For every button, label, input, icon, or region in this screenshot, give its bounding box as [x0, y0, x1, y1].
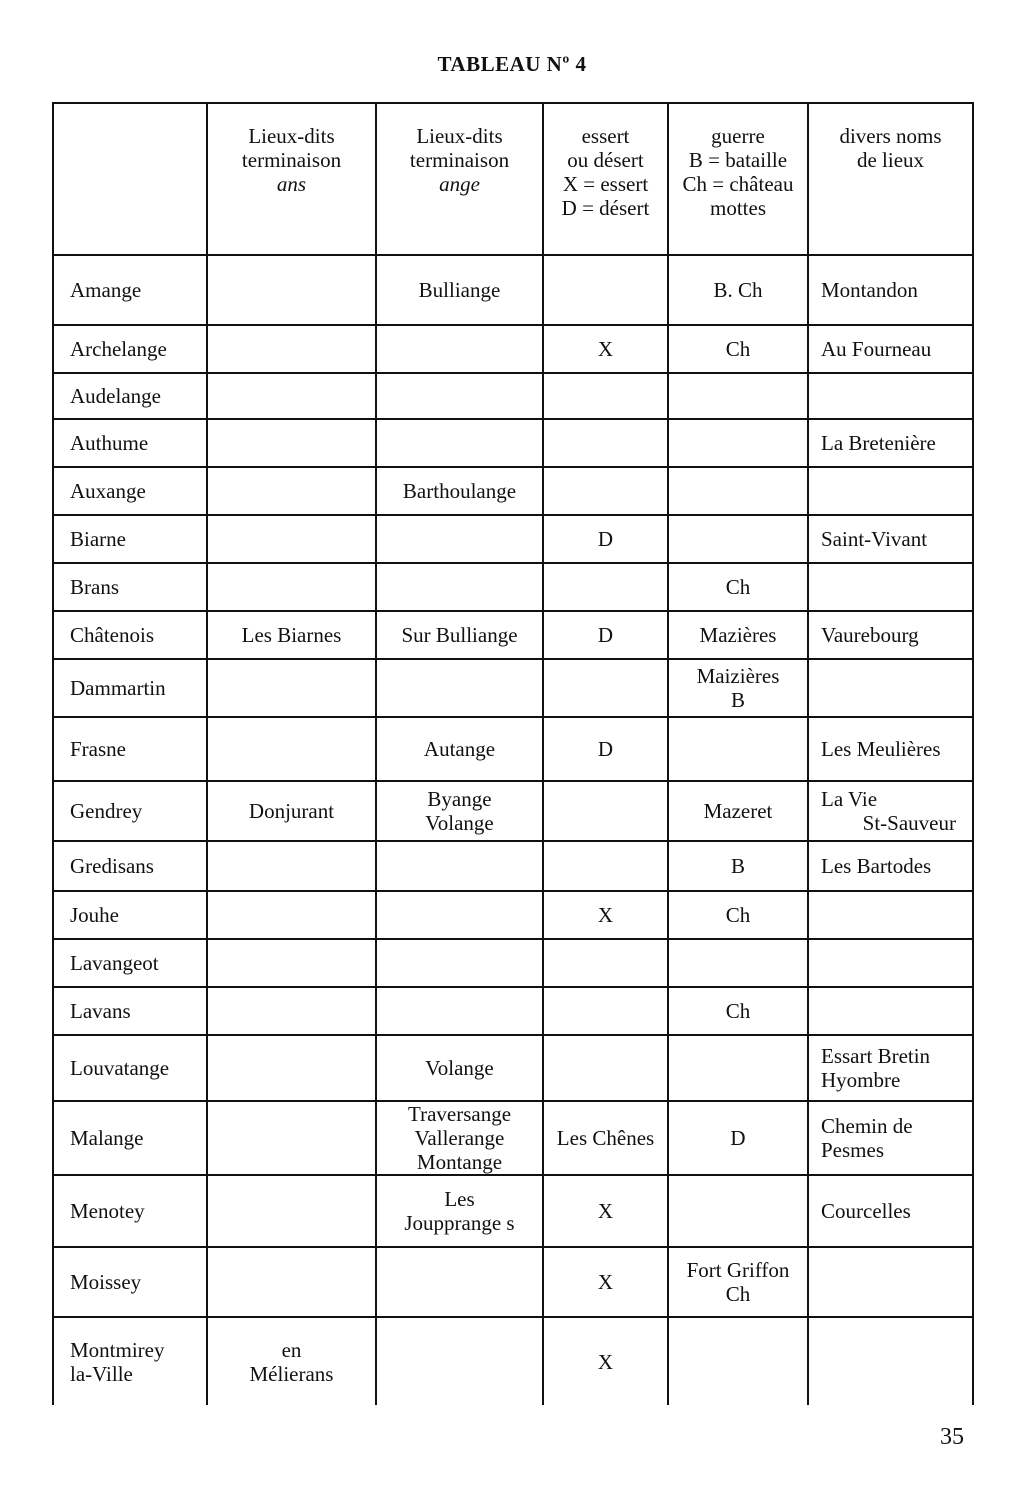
table-cell [808, 781, 973, 841]
cell-line: Montmirey [70, 1337, 165, 1362]
table-cell [207, 891, 376, 939]
table-cell [53, 891, 207, 939]
header-line: Lieux-dits [416, 124, 503, 148]
column-header-4 [668, 103, 808, 255]
cell-line: Essart Bretin [821, 1044, 931, 1068]
table-cell [668, 611, 808, 659]
cell-line: Lavangeot [70, 951, 159, 975]
place-names-table [52, 102, 974, 1405]
table-cell [543, 515, 668, 563]
cell-line: en [281, 1337, 302, 1362]
table-cell [207, 515, 376, 563]
table-row [53, 939, 973, 987]
table-cell [53, 325, 207, 373]
cell-line: Louvatange [70, 1056, 170, 1080]
header-line: B = bataille [688, 148, 788, 172]
cell-line: Traversange [407, 1102, 512, 1126]
table-cell [808, 841, 973, 891]
column-header-2 [376, 103, 543, 255]
header-row [53, 103, 973, 255]
header-line: Lieux-dits [248, 124, 335, 148]
table-cell [668, 987, 808, 1035]
cell-line: La Bretenière [821, 431, 936, 455]
table-cell [543, 1035, 668, 1101]
table-cell [207, 717, 376, 781]
table-row [53, 611, 973, 659]
table-row [53, 717, 973, 781]
cell-line: D [597, 737, 614, 761]
table-cell [668, 717, 808, 781]
table-cell [668, 891, 808, 939]
table-cell [668, 325, 808, 373]
table-cell [207, 373, 376, 419]
table-cell [207, 1317, 376, 1405]
cell-line: Montange [416, 1150, 503, 1174]
cell-line: Vaurebourg [821, 623, 919, 647]
cell-line: Lavans [70, 999, 131, 1023]
table-cell [808, 1247, 973, 1317]
table-row [53, 841, 973, 891]
table-cell [53, 659, 207, 717]
cell-line: B [730, 854, 745, 878]
table-cell [53, 1101, 207, 1175]
table-cell [376, 939, 543, 987]
table-cell [53, 373, 207, 419]
table-cell [53, 841, 207, 891]
table-cell [668, 467, 808, 515]
column-header-3 [543, 103, 668, 255]
cell-line: Les Biarnes [241, 623, 342, 647]
cell-line: Malange [70, 1126, 144, 1150]
table-cell [53, 515, 207, 563]
table-cell [668, 515, 808, 563]
table-row [53, 987, 973, 1035]
header-line: ou désert [567, 148, 644, 172]
table-cell [376, 467, 543, 515]
table-cell [808, 255, 973, 325]
table-row [53, 659, 973, 717]
table-cell [808, 563, 973, 611]
table-cell [53, 255, 207, 325]
table-cell [808, 325, 973, 373]
table-row [53, 515, 973, 563]
table-cell [207, 467, 376, 515]
cell-line: Ch [725, 1282, 751, 1306]
cell-line: Les Meulières [821, 737, 941, 761]
cell-line: Mazières [699, 623, 777, 647]
table-cell [668, 419, 808, 467]
table-cell [376, 1317, 543, 1405]
table-cell [543, 1101, 668, 1175]
cell-line: Audelange [70, 384, 161, 408]
table-cell [808, 891, 973, 939]
table-cell [53, 467, 207, 515]
table-row [53, 781, 973, 841]
table-cell [207, 1101, 376, 1175]
cell-line: Volange [425, 1056, 494, 1080]
table-cell [543, 939, 668, 987]
table-cell [543, 563, 668, 611]
table-cell [543, 717, 668, 781]
table-cell [668, 563, 808, 611]
table-cell [207, 987, 376, 1035]
cell-line: Chemin de [821, 1114, 913, 1138]
table-cell [543, 255, 668, 325]
table-cell [543, 467, 668, 515]
table-cell [808, 1035, 973, 1101]
table-cell [543, 659, 668, 717]
cell-line: Les Bartodes [821, 854, 932, 878]
table-cell [207, 611, 376, 659]
table-cell [543, 781, 668, 841]
table-cell [53, 1247, 207, 1317]
table-cell [207, 419, 376, 467]
table-cell [53, 987, 207, 1035]
table-cell [53, 611, 207, 659]
table-cell [53, 939, 207, 987]
table-row [53, 467, 973, 515]
cell-line: X [597, 1349, 614, 1374]
cell-line: D [597, 527, 614, 551]
table-cell [668, 1247, 808, 1317]
column-header-5 [808, 103, 973, 255]
header-line: guerre [711, 124, 765, 148]
table-cell [808, 1175, 973, 1247]
table-cell [376, 781, 543, 841]
table-cell [376, 987, 543, 1035]
table-row [53, 373, 973, 419]
table-cell [668, 1317, 808, 1405]
cell-line: Pesmes [821, 1138, 884, 1162]
cell-line: Ch [725, 575, 751, 599]
table-cell [808, 1101, 973, 1175]
cell-line: Byange [427, 787, 492, 811]
table-cell [53, 563, 207, 611]
cell-line: Les Chênes [556, 1126, 655, 1150]
cell-line: X [597, 1199, 614, 1223]
cell-line: Ch [725, 337, 751, 361]
table-cell [668, 659, 808, 717]
cell-line: Menotey [70, 1199, 145, 1223]
cell-line: Gendrey [70, 799, 143, 823]
header-line: D = désert [561, 196, 650, 220]
table-cell [376, 373, 543, 419]
cell-line: Maizières [696, 664, 780, 688]
cell-line: Ch [725, 903, 751, 927]
table-cell [376, 1175, 543, 1247]
cell-line: Barthoulange [402, 479, 517, 503]
table-cell [808, 419, 973, 467]
table-cell [207, 1175, 376, 1247]
table-cell [668, 1035, 808, 1101]
table-cell [376, 1247, 543, 1317]
column-header-1 [207, 103, 376, 255]
table-cell [808, 467, 973, 515]
cell-line: Moissey [70, 1270, 142, 1294]
cell-line: Jouhe [70, 903, 119, 927]
cell-line: Saint-Vivant [821, 527, 928, 551]
table-row [53, 1247, 973, 1317]
header-line: de lieux [856, 148, 925, 172]
page-number: 35 [940, 1424, 964, 1450]
table-cell [207, 1035, 376, 1101]
header-line: X = essert [562, 172, 649, 196]
table-body [53, 255, 973, 1405]
cell-line: X [597, 903, 614, 927]
table-cell [543, 987, 668, 1035]
cell-line: La Vie [821, 787, 878, 811]
table-cell [668, 1175, 808, 1247]
cell-line: Archelange [70, 337, 167, 361]
table-cell [207, 841, 376, 891]
table-cell [376, 325, 543, 373]
cell-line: Sur Bulliange [401, 623, 518, 647]
table-cell [207, 659, 376, 717]
cell-line: Hyombre [821, 1068, 901, 1092]
table-cell [543, 1317, 668, 1405]
table-cell [808, 611, 973, 659]
table-row [53, 419, 973, 467]
table-cell [543, 1175, 668, 1247]
cell-line: Biarne [70, 527, 126, 551]
cell-line: Mélierans [249, 1361, 334, 1386]
cell-line: B. Ch [713, 278, 763, 302]
header-italic: ange [439, 172, 480, 196]
table-cell [207, 781, 376, 841]
table-cell [668, 1101, 808, 1175]
table-cell [53, 717, 207, 781]
table-cell [376, 1035, 543, 1101]
table-cell [207, 563, 376, 611]
table-cell [808, 515, 973, 563]
cell-line: Fort Griffon [686, 1258, 790, 1282]
table-row [53, 1035, 973, 1101]
table-cell [668, 255, 808, 325]
table-row [53, 1101, 973, 1175]
table-cell [376, 515, 543, 563]
table-cell [668, 841, 808, 891]
cell-line: la-Ville [70, 1361, 133, 1386]
table-cell [376, 717, 543, 781]
header-line: terminaison [409, 148, 510, 172]
table-cell [543, 373, 668, 419]
table-cell [668, 373, 808, 419]
table-cell [53, 1317, 207, 1405]
cell-line: Au Fourneau [821, 337, 932, 361]
table-cell [543, 891, 668, 939]
table-row [53, 1317, 973, 1405]
table-row [53, 1175, 973, 1247]
cell-line: X [597, 1270, 614, 1294]
table-cell [668, 781, 808, 841]
header-italic: ans [276, 172, 307, 196]
table-cell [53, 781, 207, 841]
cell-line: D [730, 1126, 746, 1150]
table-cell [53, 1035, 207, 1101]
cell-line: Courcelles [821, 1199, 911, 1223]
cell-line: Vallerange [414, 1126, 505, 1150]
cell-line: Montandon [821, 278, 918, 302]
table-cell [53, 419, 207, 467]
cell-line: Dammartin [70, 676, 166, 700]
cell-line: St-Sauveur [862, 811, 956, 835]
table-cell [808, 987, 973, 1035]
table-cell [207, 1247, 376, 1317]
header-line: terminaison [241, 148, 342, 172]
table-cell [376, 1101, 543, 1175]
table-cell [543, 611, 668, 659]
header-line: divers noms [839, 124, 942, 148]
table-cell [376, 841, 543, 891]
table-row [53, 891, 973, 939]
cell-line: Joupprange s [404, 1211, 515, 1235]
table-cell [376, 891, 543, 939]
cell-line: Frasne [70, 737, 126, 761]
cell-line: Gredisans [70, 854, 154, 878]
header-line: mottes [710, 196, 766, 220]
table-cell [376, 563, 543, 611]
column-header-0 [53, 103, 207, 255]
table-cell [808, 659, 973, 717]
cell-line: Les [444, 1187, 475, 1211]
cell-line: Donjurant [248, 799, 335, 823]
cell-line: Bulliange [418, 278, 501, 302]
cell-line: Volange [425, 811, 494, 835]
cell-line: Autange [423, 737, 496, 761]
cell-line: X [597, 337, 614, 361]
table-cell [376, 611, 543, 659]
table-cell [668, 939, 808, 987]
table-cell [543, 841, 668, 891]
cell-line: Amange [70, 278, 142, 302]
table-cell [376, 255, 543, 325]
cell-line: Châtenois [70, 623, 154, 647]
table-cell [543, 325, 668, 373]
table-cell [207, 325, 376, 373]
table-title: TABLEAU Nº 4 [437, 52, 587, 76]
cell-line: Authume [70, 431, 149, 455]
table-cell [543, 1247, 668, 1317]
table-cell [207, 939, 376, 987]
cell-line: Auxange [70, 479, 146, 503]
table-cell [543, 419, 668, 467]
table-cell [808, 939, 973, 987]
cell-line: B [730, 688, 745, 712]
table-cell [376, 659, 543, 717]
cell-line: Brans [70, 575, 119, 599]
table-cell [808, 373, 973, 419]
table-row [53, 255, 973, 325]
table-row [53, 325, 973, 373]
cell-line: D [597, 623, 614, 647]
cell-line: Mazeret [703, 799, 773, 823]
cell-line: Ch [725, 999, 751, 1023]
table-cell [207, 255, 376, 325]
table-cell [53, 1175, 207, 1247]
table-cell [376, 419, 543, 467]
table-cell [808, 1317, 973, 1405]
header-line: essert [581, 124, 630, 148]
header-line: Ch = château [682, 172, 794, 196]
table-row [53, 563, 973, 611]
table-cell [808, 717, 973, 781]
